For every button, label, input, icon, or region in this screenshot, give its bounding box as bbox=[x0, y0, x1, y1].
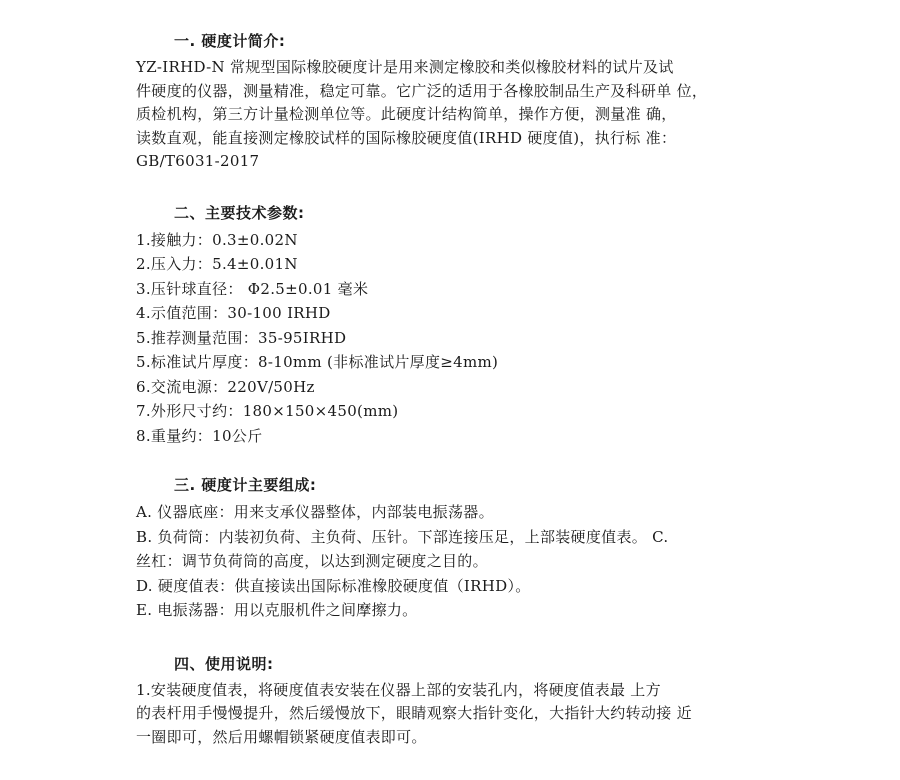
intro-line: GB/T6031-2017 bbox=[136, 152, 260, 170]
param-item: 2.压入力：5.4±0.01N bbox=[136, 255, 298, 273]
section-title-components: 三. 硬度计主要组成: bbox=[174, 476, 317, 494]
intro-line: 读数直观，能直接测定橡胶试样的国际橡胶硬度值(IRHD 硬度值)，执行标 准： bbox=[136, 128, 677, 147]
param-item: 4.示值范围：30-100 IRHD bbox=[136, 304, 331, 322]
usage-line: 的表杆用手慢慢提升，然后缓慢放下，眼睛观察大指针变化，大指针大约转动接 近 bbox=[136, 704, 692, 722]
param-item: 8.重量约：10公斤 bbox=[136, 426, 263, 445]
usage-paragraph bbox=[136, 679, 776, 750]
param-item: 1.接触力：0.3±0.02N bbox=[136, 230, 298, 249]
section-title-params: 二、主要技术参数: bbox=[174, 203, 305, 222]
usage-line: 一圈即可，然后用螺帽锁紧硬度值表即可。 bbox=[136, 727, 427, 746]
component-item: B. 负荷筒：内装初负荷、主负荷、压针。下部连接压足，上部装硬度值表。 C. bbox=[136, 527, 669, 546]
params-list bbox=[136, 228, 776, 449]
component-item: A. 仪器底座：用来支承仪器整体，内部装电振荡器。 bbox=[136, 503, 494, 521]
component-item: E. 电振荡器：用以克服机件之间摩擦力。 bbox=[136, 601, 418, 619]
param-item: 3.压针球直径： Φ2.5±0.01 毫米 bbox=[136, 279, 369, 298]
param-item: 5.标准试片厚度：8-10mm (非标准试片厚度≥4mm) bbox=[136, 353, 499, 371]
components-list bbox=[136, 500, 776, 623]
intro-line: YZ-IRHD-N 常规型国际橡胶硬度计是用来测定橡胶和类似橡胶材料的试片及试 bbox=[136, 58, 674, 76]
section-title-usage: 四、使用说明: bbox=[174, 654, 274, 673]
component-item: 丝杠：调节负荷筒的高度，以达到测定硬度之目的。 bbox=[136, 552, 488, 570]
section-title-intro: 一. 硬度计简介: bbox=[174, 32, 286, 50]
param-item: 6.交流电源：220V/50Hz bbox=[136, 377, 315, 396]
param-item: 7.外形尺寸约：180×150×450(mm) bbox=[136, 402, 399, 420]
intro-line: 件硬度的仪器，测量精准，稳定可靠。它广泛的适用于各橡胶制品生产及科研单 位， bbox=[136, 81, 708, 100]
param-item: 5.推荐测量范围：35-95IRHD bbox=[136, 328, 347, 347]
intro-line: 质检机构，第三方计量检测单位等。此硬度计结构简单，操作方便，测量准 确， bbox=[136, 105, 677, 123]
component-item: D. 硬度值表：供直接读出国际标准橡胶硬度值（IRHD）。 bbox=[136, 576, 531, 595]
document-body bbox=[136, 30, 776, 749]
intro-paragraph bbox=[136, 56, 776, 174]
usage-line: 1.安装硬度值表，将硬度值表安装在仪器上部的安装孔内，将硬度值表最 上方 bbox=[136, 680, 661, 699]
